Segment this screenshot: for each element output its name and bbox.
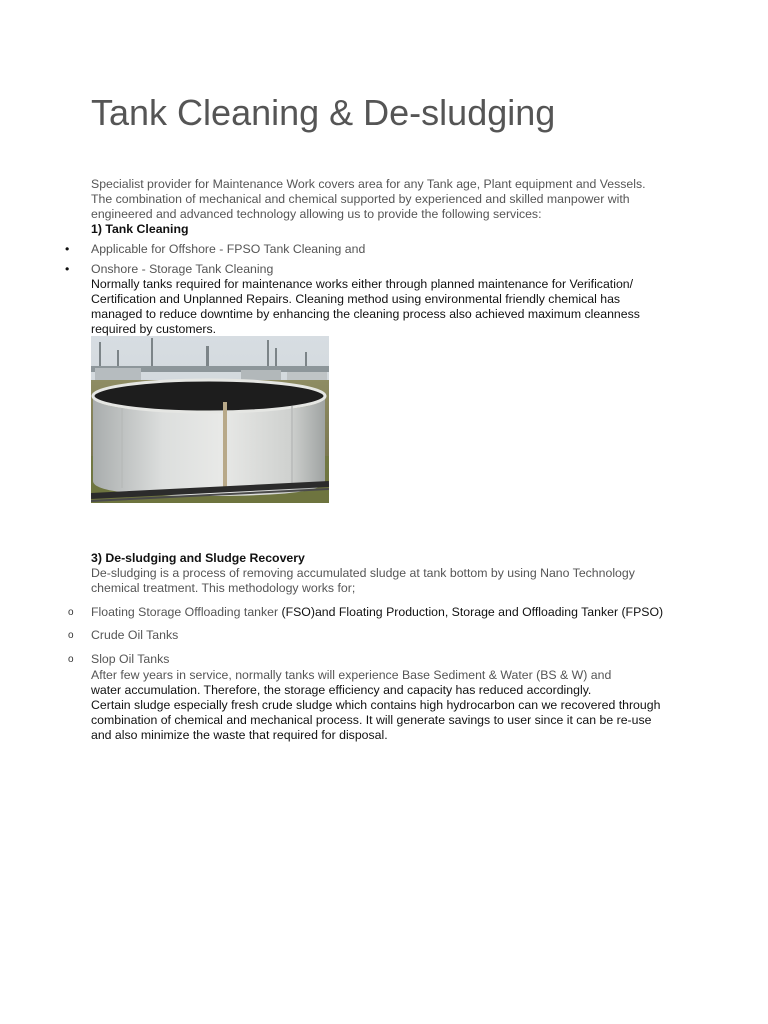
paragraph-line: De-sludging is a process of removing accumulated sludge at tank bottom by using Nano Technology	[91, 566, 635, 580]
paragraph-line: Normally tanks required for maintenance works either through planned maintenance for Verification/	[91, 277, 634, 291]
storage-tank-photo	[91, 336, 329, 503]
desludging-section	[91, 551, 681, 596]
list-item	[65, 262, 274, 277]
bullet-icon: •	[65, 242, 70, 256]
intro-line: Specialist provider for Maintenance Work covers area for any Tank age, Plant equipment and Vessels.	[91, 177, 646, 191]
list-item-text: Floating Storage Offloading tanker	[91, 605, 282, 619]
section-heading-tank-cleaning: 1) Tank Cleaning	[91, 222, 189, 236]
paragraph-line: combination of chemical and mechanical process. It will generate savings to user since it can be re-use	[91, 713, 652, 727]
list-item-text: Onshore - Storage Tank Cleaning	[91, 262, 274, 276]
sludge-paragraph	[91, 668, 681, 743]
list-item	[68, 628, 179, 643]
intro-line: engineered and advanced technology allowing us to provide the following services:	[91, 207, 542, 221]
list-item	[68, 652, 170, 667]
circle-bullet-icon: o	[68, 654, 74, 665]
bullet-icon: •	[65, 262, 70, 276]
circle-bullet-icon: o	[68, 630, 74, 641]
list-item	[65, 242, 366, 257]
tank-cleaning-paragraph	[91, 277, 681, 337]
paragraph-line: chemical treatment. This methodology works for;	[91, 581, 356, 595]
section-heading-desludging: 3) De-sludging and Sludge Recovery	[91, 551, 305, 565]
list-item-text: Slop Oil Tanks	[91, 652, 170, 666]
paragraph-line: After few years in service, normally tanks will experience Base Sediment & Water (BS & W) and	[91, 668, 612, 682]
list-item-text: Crude Oil Tanks	[91, 628, 179, 642]
list-item-text: (FSO)and Floating Production, Storage and Offloading Tanker (FPSO)	[281, 605, 664, 619]
circle-bullet-icon: o	[68, 607, 74, 618]
list-item-text: Applicable for Offshore - FPSO Tank Cleaning and	[91, 242, 366, 256]
paragraph-line: required by customers.	[91, 322, 217, 336]
paragraph-line: Certification and Unplanned Repairs. Cleaning method using environmental friendly chemical has	[91, 292, 621, 306]
page-title: Tank Cleaning & De-sludging	[91, 92, 556, 133]
list-item	[68, 605, 664, 620]
intro-paragraph	[91, 177, 681, 237]
intro-line: The combination of mechanical and chemical supported by experienced and skilled manpower with	[91, 192, 630, 206]
paragraph-line: managed to reduce downtime by enhancing the cleaning process also achieved maximum cleanness	[91, 307, 640, 321]
paragraph-line: water accumulation. Therefore, the storage efficiency and capacity has reduced accordingly.	[91, 683, 592, 697]
paragraph-line: and also minimize the waste that required for disposal.	[91, 728, 388, 742]
paragraph-line: Certain sludge especially fresh crude sludge which contains high hydrocarbon can we recovered through	[91, 698, 661, 712]
